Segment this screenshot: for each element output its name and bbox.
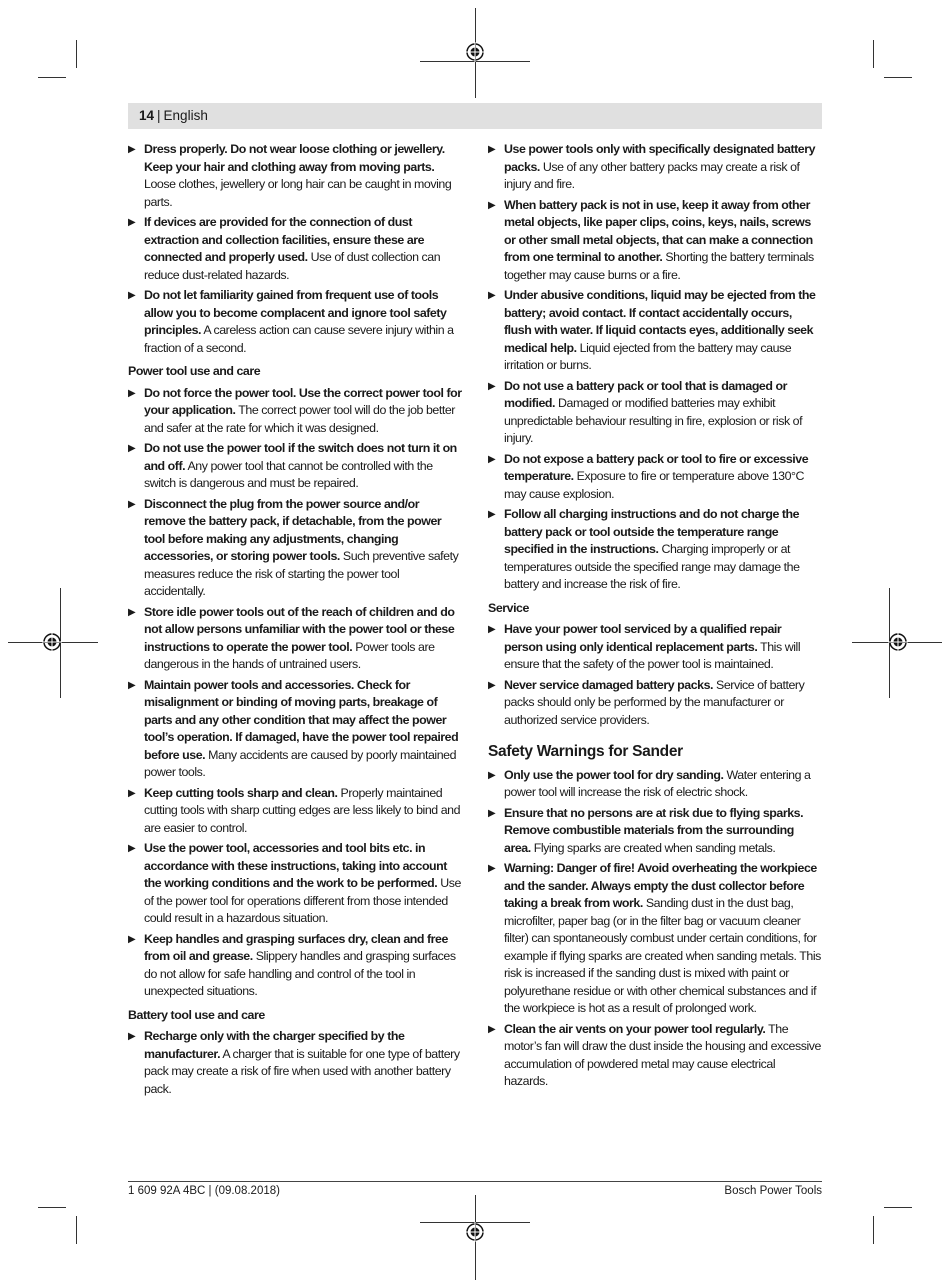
- item-body-text: Use of any other battery packs may create a risk of injury and fire.: [504, 159, 800, 191]
- crop-mark: [873, 1216, 874, 1244]
- bullet-arrow-icon: ▶: [128, 144, 136, 155]
- subsection-heading: Service: [488, 600, 529, 615]
- bullet-arrow-icon: ▶: [488, 144, 496, 155]
- header-language: English: [163, 108, 208, 123]
- item-bold-text: If devices are provided for the connection of dust extraction and collection facilities, ensure these are connected and properly used.: [144, 215, 425, 264]
- bullet-arrow-icon: ▶: [128, 290, 136, 301]
- list-item: [488, 287, 822, 375]
- item-bold-text: Keep handles and grasping surfaces dry, clean and free from oil and grease.: [144, 931, 448, 963]
- left-column: [128, 141, 462, 1101]
- right-column: [488, 141, 822, 1094]
- bullet-arrow-icon: ▶: [488, 290, 496, 301]
- header-separator: |: [157, 108, 161, 123]
- list-item: [488, 197, 822, 285]
- list-item: [128, 785, 462, 838]
- bullet-arrow-icon: ▶: [128, 387, 136, 399]
- item-body-text: Properly maintained cutting tools with sharp cutting edges are less likely to bind and are easier to control.: [144, 785, 461, 835]
- bullet-arrow-icon: ▶: [488, 1023, 496, 1035]
- item-bold-text: When battery pack is not in use, keep it away from other metal objects, like paper clips, coins, keys, nails, screws or other small metal objects, that can make a connection from one terminal to another.: [504, 197, 813, 264]
- item-body-text: Slippery handles and grasping surfaces do not allow for safe handling and control of the tool in unexpected situations.: [144, 949, 456, 998]
- item-bold-text: Dress properly. Do not wear loose clothing or jewellery. Keep your hair and clothing away from moving parts.: [144, 142, 445, 174]
- item-body-text: Such preventive safety measures reduce the risk of starting the power tool accidentally.: [144, 549, 459, 598]
- bullet-arrow-icon: ▶: [488, 863, 496, 874]
- bullet-arrow-icon: ▶: [128, 679, 136, 691]
- list-item: [488, 805, 822, 858]
- bullet-arrow-icon: ▶: [488, 453, 496, 465]
- crop-mark: [873, 40, 874, 68]
- bullet-arrow-icon: ▶: [488, 380, 496, 392]
- item-bold-text: Ensure that no persons are at risk due to flying sparks. Remove combustible materials from the surrounding area.: [504, 805, 804, 855]
- list-item: [128, 677, 462, 782]
- section-title: Safety Warnings for Sander: [488, 743, 683, 760]
- item-bold-text: Recharge only with the charger specified by the manufacturer.: [144, 1029, 405, 1061]
- list-item: [128, 141, 462, 211]
- list-item: [488, 767, 822, 802]
- item-bold-text: Store idle power tools out of the reach of children and do not allow persons unfamiliar with the power tool or these instructions to operate the power tool.: [144, 604, 455, 654]
- item-body-text: Power tools are dangerous in the hands of untrained users.: [144, 639, 435, 671]
- bullet-arrow-icon: ▶: [128, 606, 136, 618]
- item-bold-text: Do not use the power tool if the switch does not turn it on and off.: [144, 441, 457, 473]
- item-bold-text: Only use the power tool for dry sanding.: [504, 767, 724, 782]
- item-body-text: Water entering a power tool will increase the risk of electric shock.: [504, 767, 811, 799]
- item-bold-text: Clean the air vents on your power tool regularly.: [504, 1021, 766, 1036]
- item-body-text: Liquid ejected from the battery may cause irritation or burns.: [504, 340, 792, 372]
- item-bold-text: Do not force the power tool. Use the correct power tool for your application.: [144, 385, 462, 417]
- list-item: [488, 677, 822, 730]
- bullet-arrow-icon: ▶: [488, 679, 496, 691]
- bullet-arrow-icon: ▶: [128, 843, 136, 854]
- list-item: [128, 440, 462, 493]
- list-item: [128, 287, 462, 357]
- footer-brand: Bosch Power Tools: [724, 1185, 822, 1197]
- bullet-arrow-icon: ▶: [488, 807, 496, 819]
- item-bold-text: Do not expose a battery pack or tool to fire or excessive temperature.: [504, 451, 809, 483]
- item-body-text: A charger that is suitable for one type of battery pack may create a risk of fire when used with another battery pack.: [144, 1046, 460, 1096]
- item-body-text: Shorting the battery terminals together may cause burns or a fire.: [504, 250, 814, 282]
- item-bold-text: Maintain power tools and accessories. Check for misalignment or binding of moving parts, breakage of parts and any other condition that may affect the power tool’s operation. If damaged, have the power tool repaired before use.: [144, 677, 459, 762]
- item-bold-text: Disconnect the plug from the power source and/or remove the battery pack, if detachable, from the power tool before making any adjustments, changing accessories, or storing power tools.: [144, 496, 442, 563]
- bullet-arrow-icon: ▶: [128, 498, 136, 510]
- item-body-text: The motor’s fan will draw the dust inside the housing and excessive accumulation of powdered metal may cause electrical hazards.: [504, 1021, 821, 1088]
- item-body-text: This will ensure that the safety of the power tool is maintained.: [504, 639, 801, 671]
- crop-mark: [76, 1216, 77, 1244]
- item-bold-text: Keep cutting tools sharp and clean.: [144, 785, 338, 800]
- bullet-arrow-icon: ▶: [488, 509, 496, 520]
- list-item: [128, 1028, 462, 1098]
- item-body-text: Flying sparks are created when sanding metals.: [530, 840, 776, 855]
- item-bold-text: Have your power tool serviced by a qualified repair person using only identical replacement parts.: [504, 622, 782, 654]
- subsection-heading: Power tool use and care: [128, 364, 261, 378]
- bullet-arrow-icon: ▶: [128, 217, 136, 228]
- crop-mark: [884, 1207, 912, 1208]
- item-body-text: The correct power tool will do the job better and safer at the rate for which it was designed.: [144, 403, 455, 435]
- registration-mark-icon: [465, 1222, 485, 1242]
- list-item: [128, 385, 462, 438]
- list-item: [488, 141, 822, 194]
- crop-mark: [76, 40, 77, 68]
- bullet-arrow-icon: ▶: [488, 769, 496, 781]
- bullet-arrow-icon: ▶: [488, 624, 496, 635]
- list-item: [488, 860, 822, 1018]
- list-item: [488, 506, 822, 594]
- registration-mark-icon: [888, 632, 908, 652]
- item-body-text: Many accidents are caused by poorly maintained power tools.: [144, 747, 457, 779]
- item-body-text: Any power tool that cannot be controlled with the switch is dangerous and must be repaired.: [144, 458, 433, 490]
- bullet-arrow-icon: ▶: [488, 199, 496, 211]
- crop-mark: [884, 77, 912, 78]
- list-item: [128, 604, 462, 674]
- item-bold-text: Never service damaged battery packs.: [504, 677, 714, 692]
- list-item: [128, 496, 462, 601]
- list-item: [488, 378, 822, 448]
- footer-document-code: 1 609 92A 4BC | (09.08.2018): [128, 1185, 280, 1197]
- list-item: [128, 840, 462, 928]
- subsection-heading: Battery tool use and care: [128, 1007, 265, 1022]
- item-body-text: Loose clothes, jewellery or long hair can be caught in moving parts.: [144, 177, 452, 209]
- item-bold-text: Follow all charging instructions and do not charge the battery pack or tool outside the temperature range specified in the instructions.: [504, 507, 800, 556]
- item-bold-text: Warning: Danger of fire! Avoid overheating the workpiece and the sander. Always empty the dust collector before taking a break from work.: [504, 861, 817, 910]
- bullet-arrow-icon: ▶: [128, 1031, 136, 1042]
- list-item: [488, 1021, 822, 1091]
- item-body-text: Service of battery packs should only be performed by the manufacturer or authorized service providers.: [504, 677, 805, 727]
- item-bold-text: Use the power tool, accessories and tool bits etc. in accordance with these instructions, taking into account the working conditions and the work to be performed.: [144, 841, 447, 890]
- registration-mark-icon: [465, 42, 485, 62]
- item-body-text: Use of dust collection can reduce dust-related hazards.: [144, 250, 441, 282]
- item-body-text: Damaged or modified batteries may exhibit unpredictable behaviour resulting in fire, explosion or risk of injury.: [504, 396, 803, 445]
- item-body-text: A careless action can cause severe injury within a fraction of a second.: [144, 323, 454, 355]
- bullet-arrow-icon: ▶: [128, 443, 136, 454]
- bullet-arrow-icon: ▶: [128, 933, 136, 945]
- list-item: [128, 931, 462, 1001]
- item-bold-text: Do not let familiarity gained from frequent use of tools allow you to become complacent and ignore tool safety principles.: [144, 288, 447, 337]
- page-header: [128, 103, 822, 129]
- item-bold-text: Under abusive conditions, liquid may be ejected from the battery; avoid contact. If contact accidentally occurs, flush with water. If liquid contacts eyes, additionally seek medical help.: [504, 288, 816, 355]
- list-item: [488, 621, 822, 674]
- list-item: [128, 214, 462, 284]
- page-footer: [128, 1181, 822, 1197]
- item-body-text: Use of the power tool for operations different from those intended could result in a hazardous situation.: [144, 876, 461, 925]
- list-item: [488, 451, 822, 504]
- page-number: 14: [139, 108, 155, 123]
- item-body-text: Sanding dust in the dust bag, microfilter, paper bag (or in the filter bag or vacuum cleaner filter) can spontaneously combust under certain conditions, for example if flying sparks are created when sanding metals. This risk is increased if the sanding dust is mixed with paint or polyurethane residue or with other chemical substances and if the workpiece is hot as a result of prolonged work.: [504, 896, 821, 1015]
- item-body-text: Exposure to fire or temperature above 130°C may cause explosion.: [504, 469, 805, 501]
- bullet-arrow-icon: ▶: [128, 787, 136, 799]
- crop-mark: [38, 1207, 66, 1208]
- item-bold-text: Do not use a battery pack or tool that is damaged or modified.: [504, 378, 787, 410]
- crop-mark: [38, 77, 66, 78]
- item-body-text: Charging improperly or at temperatures outside the specified range may damage the battery and increase the risk of fire.: [504, 542, 800, 591]
- item-bold-text: Use power tools only with specifically designated battery packs.: [504, 142, 816, 174]
- registration-mark-icon: [42, 632, 62, 652]
